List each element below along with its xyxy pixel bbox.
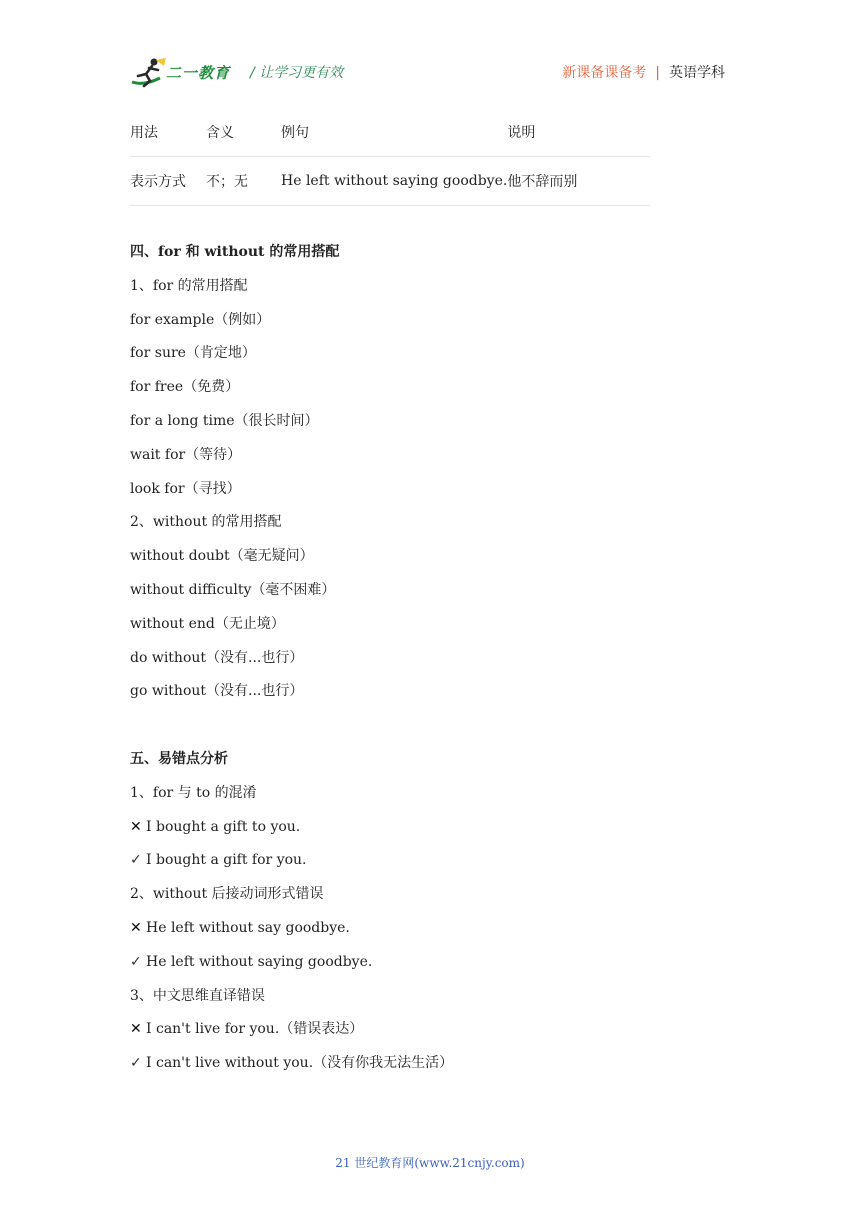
subsection-title: 1、for 与 to 的混淆 (130, 784, 257, 801)
right-example (130, 946, 730, 980)
list-item: look for（寻找） (130, 480, 241, 497)
list-item: for sure（肯定地） (130, 345, 256, 362)
right-example (130, 1047, 730, 1081)
section-title: 五、易错点分析 (130, 750, 228, 767)
cross-icon: ✕ (130, 919, 142, 936)
example-text: He left without saying goodbye. (146, 953, 373, 970)
subsection-title: 2、without 的常用搭配 (130, 514, 282, 531)
header-separator: | (655, 65, 660, 81)
right-example (130, 844, 730, 878)
table-cell: 表示方式 (130, 157, 206, 206)
check-icon: ✓ (130, 852, 142, 869)
table-cell: 不；无 (206, 157, 281, 206)
runner-logo-icon (130, 56, 170, 90)
cross-icon: ✕ (130, 1021, 142, 1038)
check-icon: ✓ (130, 1055, 142, 1072)
subsection-title: 2、without 后接动词形式错误 (130, 886, 324, 903)
table-header-cell: 用法 (130, 108, 206, 157)
spacer (130, 709, 730, 743)
check-icon: ✓ (130, 953, 142, 970)
page-footer: 21 世纪教育网(www.21cnjy.com) (335, 1156, 525, 1170)
header-subject-b: 英语学科 (669, 65, 725, 81)
header-subject-a: 新课备课备考 (562, 65, 647, 81)
list-item: go without（没有...也行） (130, 683, 304, 700)
logo-text: 二一教育 (166, 64, 231, 82)
list-item: wait for（等待） (130, 446, 242, 463)
cross-icon: ✕ (130, 818, 142, 835)
table-header-cell: 例句 (281, 108, 507, 157)
section-title: 四、for 和 without 的常用搭配 (130, 244, 340, 260)
list-item: for free（免费） (130, 379, 240, 396)
list-item: without difficulty（毫不困难） (130, 581, 336, 598)
example-text: I bought a gift to you. (146, 818, 301, 835)
table-cell: 他不辞而别 (507, 157, 650, 206)
example-text: I bought a gift for you. (146, 852, 307, 869)
table-header-row (130, 108, 650, 157)
slogan: / 让学习更有效 (250, 65, 344, 81)
table-row (130, 157, 650, 206)
logo (130, 56, 240, 90)
list-item: do without（没有...也行） (130, 649, 304, 666)
example-text: I can't live for you.（错误表达） (146, 1021, 364, 1038)
usage-table (130, 108, 650, 206)
list-item: for example（例如） (130, 311, 271, 328)
subsection-title: 1、for 的常用搭配 (130, 277, 248, 294)
example-text: He left without say goodbye. (146, 919, 350, 936)
list-item: for a long time（很长时间） (130, 412, 319, 429)
document-body (130, 236, 730, 1081)
example-text: I can't live without you.（没有你我无法生活） (146, 1055, 454, 1072)
table-header-cell: 含义 (206, 108, 281, 157)
list-item: without end（无止境） (130, 615, 285, 632)
header-subject (562, 62, 725, 82)
list-item: without doubt（毫无疑问） (130, 548, 314, 565)
wrong-example (130, 811, 730, 845)
table-cell: He left without saying goodbye. (281, 157, 507, 206)
wrong-example (130, 912, 730, 946)
table-header-cell: 说明 (507, 108, 650, 157)
page-header (130, 56, 725, 92)
wrong-example (130, 1013, 730, 1047)
subsection-title: 3、中文思维直译错误 (130, 987, 265, 1004)
